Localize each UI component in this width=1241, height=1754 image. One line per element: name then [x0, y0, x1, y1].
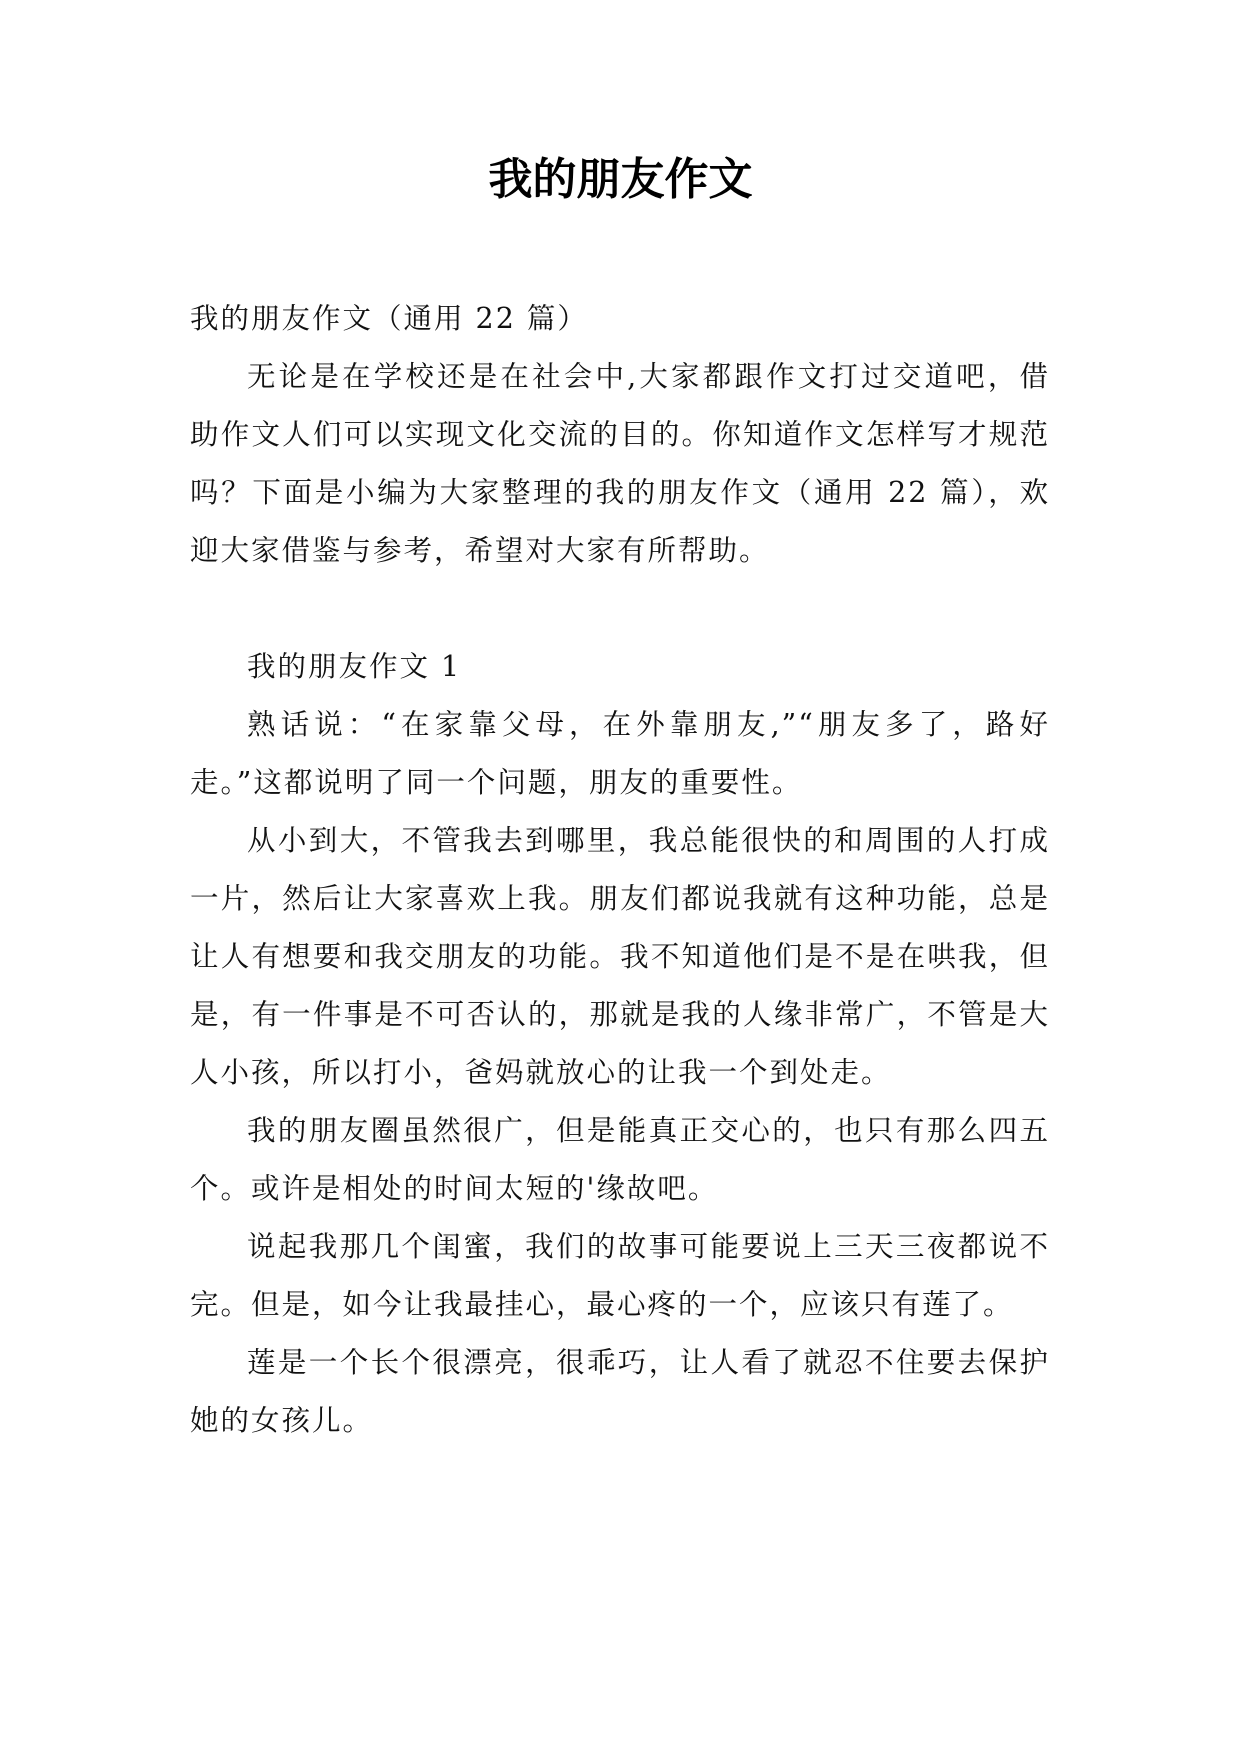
body-paragraph: 说起我那几个闺蜜，我们的故事可能要说上三天三夜都说不完。但是，如今让我最挂心，最心疼的一个，应该只有莲了。: [190, 1230, 1050, 1321]
body-paragraph: 从小到大，不管我去到哪里，我总能很快的和周围的人打成一片，然后让大家喜欢上我。朋友们都说我就有这种功能，总是让人有想要和我交朋友的功能。我不知道他们是不是在哄我，但是，有一件事是不可否认的，那就是我的人缘非常广，不管是大人小孩，所以打小，爸妈就放心的让我一个到处走。: [190, 824, 1050, 1089]
document-subtitle: 我的朋友作文（通用 22 篇）: [190, 302, 588, 335]
document-title: 我的朋友作文: [488, 154, 753, 205]
document-body: [190, 290, 1050, 1450]
body-paragraph: 我的朋友圈虽然很广，但是能真正交心的，也只有那么四五个。或许是相处的时间太短的'缘故吧。: [190, 1114, 1050, 1205]
intro-paragraph: 无论是在学校还是在社会中,大家都跟作文打过交道吧，借助作文人们可以实现文化交流的目的。你知道作文怎样写才规范吗？下面是小编为大家整理的我的朋友作文（通用 22 篇），欢迎大家借鉴与参考，希望对大家有所帮助。: [190, 360, 1050, 567]
body-paragraph: 熟话说：“在家靠父母，在外靠朋友,”“朋友多了，路好走。”这都说明了同一个问题，朋友的重要性。: [190, 708, 1050, 799]
section-heading: 我的朋友作文 1: [247, 650, 462, 683]
body-paragraph: 莲是一个长个很漂亮，很乖巧，让人看了就忍不住要去保护她的女孩儿。: [190, 1346, 1050, 1437]
